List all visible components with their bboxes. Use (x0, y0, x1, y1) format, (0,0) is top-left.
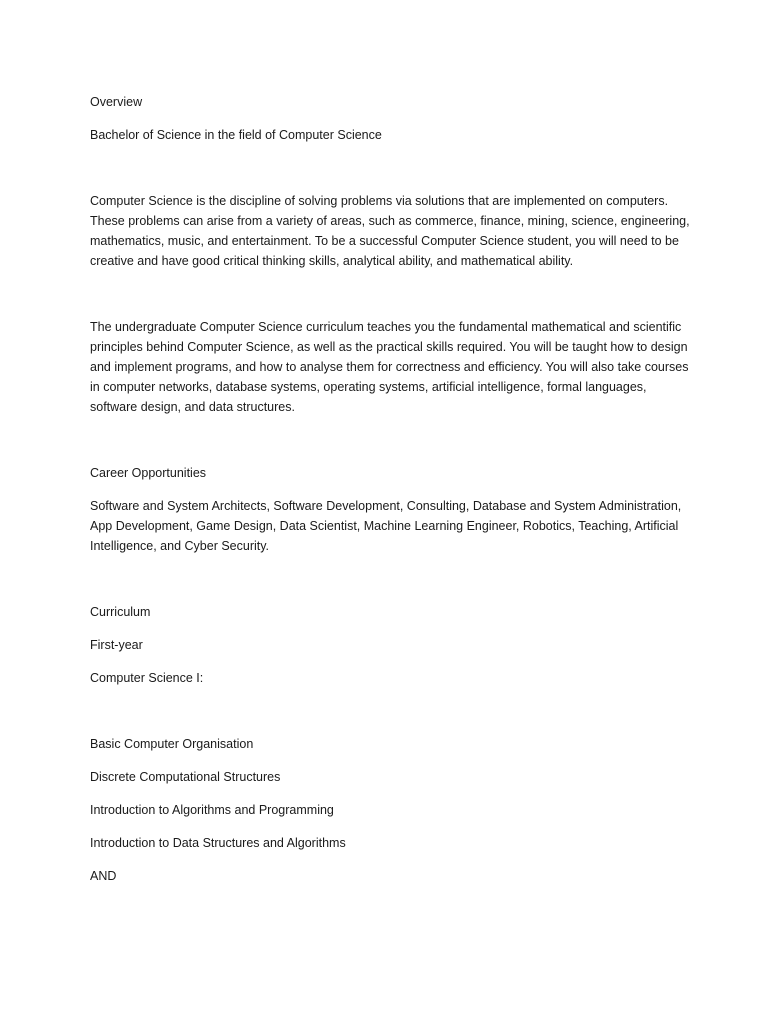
year-heading: First-year (90, 638, 143, 652)
curriculum-paragraph: The undergraduate Computer Science curriculum teaches you the fundamental mathematical and scientific principles behind Computer Science, as well as the practical skills required. You will be taught how to design and implement programs, and how to analyse them for correctness and efficiency. You will also take courses in computer networks, database systems, operating systems, artificial intelligence, formal languages, software design, and data structures. (90, 320, 689, 414)
career-paragraph: Software and System Architects, Software Development, Consulting, Database and System Administration, App Development, Game Design, Data Scientist, Machine Learning Engineer, Robotics, Teaching, Artificial Intelligence, and Cyber Security. (90, 499, 682, 553)
module-item: Discrete Computational Structures (90, 770, 281, 784)
curriculum-heading: Curriculum (90, 605, 151, 619)
module-item: Basic Computer Organisation (90, 737, 254, 751)
module-item: Introduction to Algorithms and Programming (90, 803, 334, 817)
degree-title: Bachelor of Science in the field of Computer Science (90, 128, 382, 142)
module-item: Introduction to Data Structures and Algorithms (90, 836, 346, 850)
course-heading: Computer Science I: (90, 671, 204, 685)
and-label: AND (90, 869, 117, 883)
overview-heading: Overview (90, 95, 143, 109)
career-heading: Career Opportunities (90, 466, 207, 480)
document-page (90, 92, 690, 886)
intro-paragraph: Computer Science is the discipline of solving problems via solutions that are implemented on computers. These problems can arise from a variety of areas, such as commerce, finance, mining, science, engineering, mathematics, music, and entertainment. To be a successful Computer Science student, you will need to be creative and have good critical thinking skills, analytical ability, and mathematical ability. (90, 194, 690, 268)
